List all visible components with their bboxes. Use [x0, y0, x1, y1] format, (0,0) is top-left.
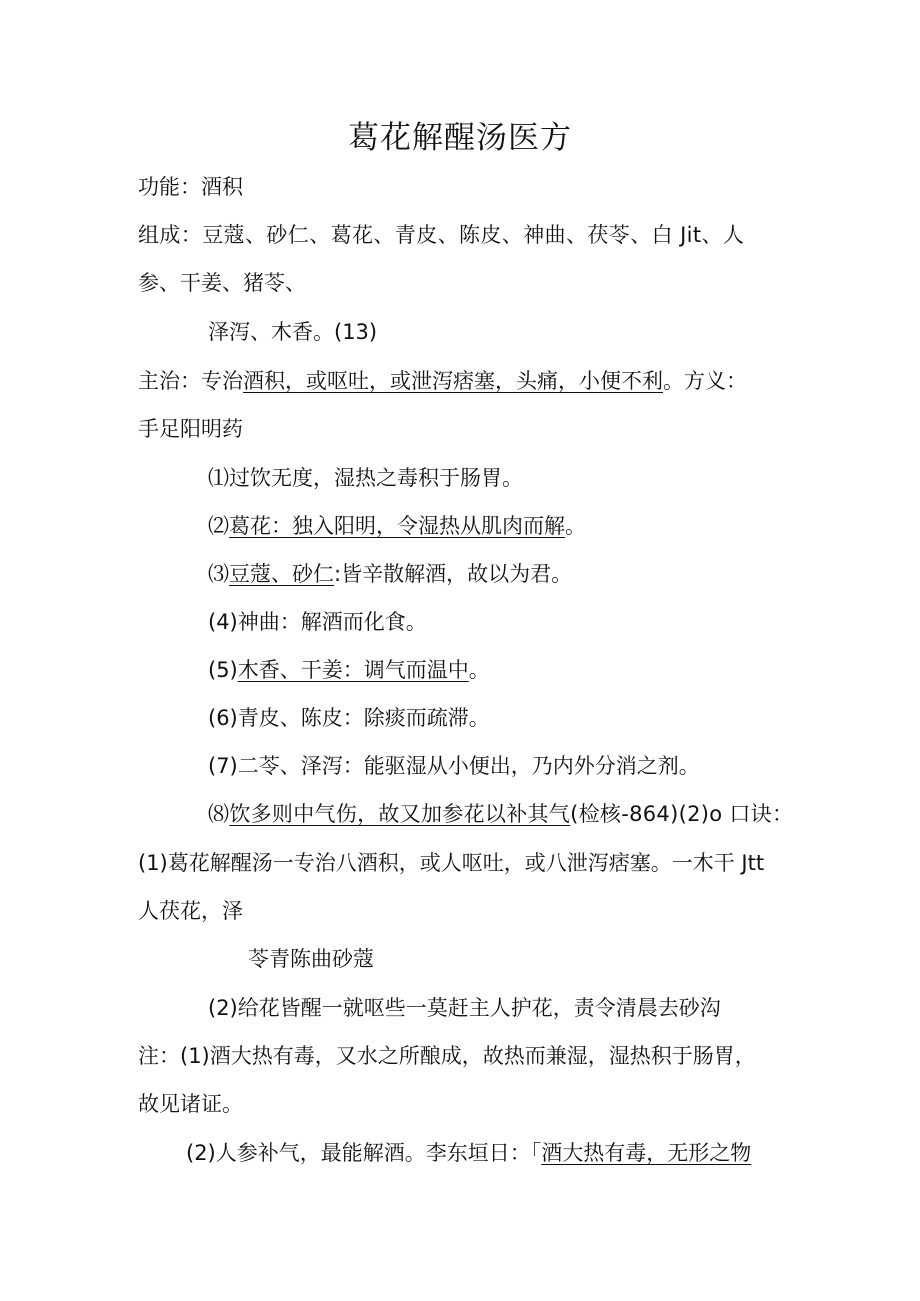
- explanation-item-2: [208, 511, 586, 541]
- item-number: (5): [208, 658, 238, 682]
- indication-line-cont: 手足阳明药: [138, 417, 243, 441]
- composition-line-cont: 参、干姜、猪苓、: [138, 271, 306, 295]
- item-text: 葛花：独入阳明，令湿热从肌肉而解: [229, 514, 565, 538]
- item-tail: :皆辛散解酒，故以为君。: [334, 562, 573, 586]
- note-quote: 酒大热有毒，无形之物: [541, 1141, 752, 1165]
- composition-line: 组成：豆蔻、砂仁、葛花、青皮、陈皮、神曲、茯苓、白 Jit、人: [138, 223, 745, 247]
- item-tail: 。: [468, 658, 490, 682]
- indication-line: [138, 366, 747, 396]
- mnemonic-line-1-cont: 人茯花，泽: [138, 899, 243, 923]
- item-tail: 。: [565, 514, 586, 538]
- item-tail: (检核-864)(2)o 口诀：: [570, 802, 794, 826]
- item-text: 木香、干姜：调气而温中: [237, 658, 469, 682]
- explanation-item-6: (6)青皮、陈皮：除痰而疏滞。: [208, 706, 490, 730]
- function-line: 功能：酒积: [138, 175, 243, 199]
- item-number: ⑵: [208, 514, 229, 538]
- indication-tail: 。方义：: [663, 369, 747, 393]
- composition-line-end: 泽泻、木香。(13): [208, 320, 378, 344]
- indication-text: 酒积，或呕吐，或泄泻痞塞，头痛，小便不利: [243, 369, 663, 393]
- note-line-2: [186, 1138, 751, 1168]
- indication-label: 主治：专治: [138, 369, 243, 393]
- item-number: ⑻: [208, 802, 230, 826]
- note-lead: (2)人参补气，最能解酒。李东垣日：「: [186, 1141, 542, 1165]
- note-line-1: 注：(1)酒大热有毒，又水之所酿成，故热而兼湿，湿热积于肠胃，: [138, 1044, 756, 1068]
- item-text: 豆蔻、砂仁: [229, 562, 334, 586]
- explanation-item-1: ⑴过饮无度，湿热之毒积于肠胃。: [208, 466, 523, 490]
- explanation-item-4: (4)神曲：解酒而化食。: [208, 610, 427, 634]
- mnemonic-line-1: (1)葛花解醒汤一专治八酒积，或人呕吐，或八泄泻痞塞。一木干 Jtt: [138, 851, 765, 875]
- explanation-item-7: (7)二苓、泽泻：能驱湿从小便出，乃内外分消之剂。: [208, 754, 700, 778]
- explanation-item-3: [208, 559, 572, 589]
- mnemonic-line-1-end: 苓青陈曲砂蔻: [248, 947, 374, 971]
- explanation-item-5: [208, 655, 490, 685]
- note-line-1-cont: 故见诸证。: [138, 1092, 243, 1116]
- page-title: 葛花解醒汤医方: [348, 120, 572, 156]
- item-text: 饮多则中气伤，故又加参花以补其气: [229, 802, 571, 826]
- mnemonic-line-2: (2)给花皆醒一就呕些一莫赶主人护花，责令清晨去砂沟: [208, 996, 721, 1020]
- item-number: ⑶: [208, 562, 229, 586]
- explanation-item-8: [208, 799, 793, 829]
